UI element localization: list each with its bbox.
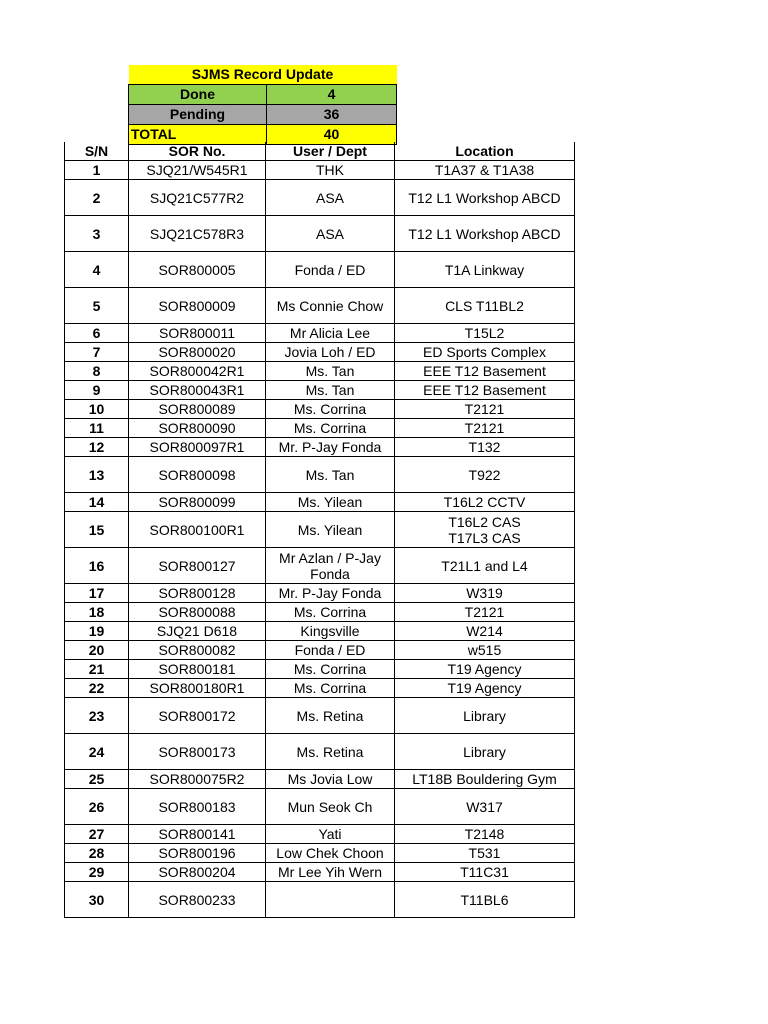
location-line: T1A Linkway <box>444 261 525 278</box>
table-row <box>65 734 575 770</box>
cell-location <box>395 381 575 400</box>
cell-sor-no: SOR800204 <box>129 863 266 882</box>
summary-pending-label: Pending <box>129 105 267 125</box>
cell-sor-no: SOR800005 <box>129 252 266 288</box>
cell-location <box>395 161 575 180</box>
cell-sor-no: SOR800088 <box>129 603 266 622</box>
table-row <box>65 419 575 438</box>
cell-sn: 1 <box>65 161 129 180</box>
cell-sor-no: SOR800082 <box>129 641 266 660</box>
cell-sor-no: SOR800172 <box>129 698 266 734</box>
location-line: T12 L1 Workshop ABCD <box>408 189 561 206</box>
cell-user-dept: Fonda / ED <box>266 252 395 288</box>
cell-sn: 3 <box>65 216 129 252</box>
cell-user-dept: Ms. Tan <box>266 362 395 381</box>
location-line: EEE T12 Basement <box>423 382 546 398</box>
cell-sn: 21 <box>65 660 129 679</box>
cell-sor-no: SOR800173 <box>129 734 266 770</box>
cell-sor-no: SOR800089 <box>129 400 266 419</box>
cell-location <box>395 493 575 512</box>
cell-location <box>395 882 575 918</box>
cell-sor-no: SOR800233 <box>129 882 266 918</box>
cell-location <box>395 216 575 252</box>
header-sn: S/N <box>65 142 129 161</box>
cell-location <box>395 584 575 603</box>
cell-sn: 2 <box>65 180 129 216</box>
cell-user-dept: THK <box>266 161 395 180</box>
cell-user-dept: Ms. Retina <box>266 734 395 770</box>
table-row <box>65 825 575 844</box>
cell-sn: 5 <box>65 288 129 324</box>
table-row <box>65 548 575 584</box>
cell-user-dept: Ms. Yilean <box>266 493 395 512</box>
cell-user-dept: Ms Connie Chow <box>266 288 395 324</box>
cell-sn: 23 <box>65 698 129 734</box>
cell-sn: 30 <box>65 882 129 918</box>
location-line: T19 Agency <box>447 680 522 696</box>
location-line: T2121 <box>464 604 505 620</box>
cell-location <box>395 825 575 844</box>
cell-sor-no: SOR800141 <box>129 825 266 844</box>
cell-location <box>395 438 575 457</box>
cell-sor-no: SOR800020 <box>129 343 266 362</box>
cell-sor-no: SOR800075R2 <box>129 770 266 789</box>
cell-location <box>395 770 575 789</box>
summary-total-label: TOTAL <box>129 125 267 145</box>
table-row <box>65 457 575 493</box>
cell-sn: 17 <box>65 584 129 603</box>
table-row <box>65 343 575 362</box>
cell-sn: 11 <box>65 419 129 438</box>
cell-sn: 18 <box>65 603 129 622</box>
cell-user-dept: ASA <box>266 216 395 252</box>
cell-user-dept: Fonda / ED <box>266 641 395 660</box>
location-line: T2148 <box>464 826 505 842</box>
cell-user-dept: ASA <box>266 180 395 216</box>
cell-user-dept: Low Chek Choon <box>266 844 395 863</box>
cell-user-dept <box>266 882 395 918</box>
table-row <box>65 400 575 419</box>
location-line: T531 <box>468 845 501 861</box>
cell-user-dept: Mr. P-Jay Fonda <box>266 584 395 603</box>
cell-sn: 19 <box>65 622 129 641</box>
cell-sn: 24 <box>65 734 129 770</box>
cell-user-dept: Mun Seok Ch <box>266 789 395 825</box>
cell-user-dept: Jovia Loh / ED <box>266 343 395 362</box>
table-row <box>65 381 575 400</box>
cell-user-dept: Ms. Retina <box>266 698 395 734</box>
table-row <box>65 789 575 825</box>
location-line: Library <box>463 707 506 724</box>
table-row <box>65 622 575 641</box>
cell-sor-no: SOR800127 <box>129 548 266 584</box>
cell-sn: 6 <box>65 324 129 343</box>
location-line: T21L1 and L4 <box>441 557 528 574</box>
cell-user-dept: Mr Alicia Lee <box>266 324 395 343</box>
cell-sn: 26 <box>65 789 129 825</box>
cell-user-dept: Yati <box>266 825 395 844</box>
table-row <box>65 770 575 789</box>
cell-location <box>395 457 575 493</box>
location-line: T11C31 <box>460 864 509 880</box>
cell-location <box>395 603 575 622</box>
table-row <box>65 512 575 548</box>
location-line: EEE T12 Basement <box>423 363 546 379</box>
cell-user-dept: Ms. Corrina <box>266 660 395 679</box>
cell-sor-no: SJQ21C578R3 <box>129 216 266 252</box>
cell-sn: 27 <box>65 825 129 844</box>
location-line: W317 <box>466 798 503 815</box>
cell-sor-no: SJQ21C577R2 <box>129 180 266 216</box>
table-row <box>65 324 575 343</box>
location-line: T15L2 <box>464 325 505 341</box>
cell-location <box>395 400 575 419</box>
cell-sn: 22 <box>65 679 129 698</box>
cell-sn: 12 <box>65 438 129 457</box>
cell-sor-no: SOR800011 <box>129 324 266 343</box>
location-line: T1A37 & T1A38 <box>434 162 535 178</box>
cell-user-dept: Ms. Yilean <box>266 512 395 548</box>
table-row <box>65 641 575 660</box>
cell-sor-no: SOR800183 <box>129 789 266 825</box>
cell-location <box>395 660 575 679</box>
location-line: T2121 <box>464 401 505 417</box>
table-row <box>65 863 575 882</box>
cell-user-dept: Ms. Corrina <box>266 603 395 622</box>
table-row <box>65 603 575 622</box>
cell-sor-no: SOR800009 <box>129 288 266 324</box>
table-row <box>65 584 575 603</box>
cell-sn: 10 <box>65 400 129 419</box>
table-row <box>65 698 575 734</box>
cell-location <box>395 734 575 770</box>
table-row <box>65 493 575 512</box>
cell-location <box>395 789 575 825</box>
cell-location <box>395 252 575 288</box>
location-line: T132 <box>468 439 501 455</box>
cell-location <box>395 180 575 216</box>
table-body <box>65 161 575 918</box>
cell-location <box>395 698 575 734</box>
summary-done-label: Done <box>129 85 267 105</box>
cell-sor-no: SOR800098 <box>129 457 266 493</box>
summary-total-value: 40 <box>267 125 397 145</box>
cell-location <box>395 362 575 381</box>
cell-location <box>395 324 575 343</box>
header-location: Location <box>395 142 575 161</box>
cell-sor-no: SOR800181 <box>129 660 266 679</box>
summary-done-value: 4 <box>267 85 397 105</box>
header-user-dept: User / Dept <box>266 142 395 161</box>
location-line: LT18B Bouldering Gym <box>412 771 557 787</box>
location-line: W214 <box>466 623 503 639</box>
cell-location <box>395 863 575 882</box>
table-row <box>65 660 575 679</box>
cell-location <box>395 548 575 584</box>
cell-sn: 8 <box>65 362 129 381</box>
location-line: T2121 <box>464 420 505 436</box>
location-line: w515 <box>467 642 502 658</box>
table-row <box>65 216 575 252</box>
cell-user-dept: Mr Lee Yih Wern <box>266 863 395 882</box>
cell-sor-no: SJQ21 D618 <box>129 622 266 641</box>
location-line: W319 <box>466 585 503 601</box>
cell-sn: 4 <box>65 252 129 288</box>
table-row <box>65 844 575 863</box>
cell-sn: 28 <box>65 844 129 863</box>
location-line: T17L3 CAS <box>448 529 521 546</box>
cell-location <box>395 641 575 660</box>
cell-user-dept: Kingsville <box>266 622 395 641</box>
location-line: T19 Agency <box>447 661 522 677</box>
cell-location <box>395 679 575 698</box>
location-line: T11BL6 <box>460 891 509 908</box>
location-line: CLS T11BL2 <box>445 297 524 314</box>
table-row <box>65 161 575 180</box>
table-row <box>65 679 575 698</box>
cell-user-dept: Ms. Tan <box>266 457 395 493</box>
table-row <box>65 882 575 918</box>
cell-sor-no: SOR800099 <box>129 493 266 512</box>
cell-user-dept: Ms. Tan <box>266 381 395 400</box>
cell-user-dept: Mr Azlan / P-Jay Fonda <box>266 548 395 584</box>
cell-sn: 15 <box>65 512 129 548</box>
table-row <box>65 362 575 381</box>
location-line: ED Sports Complex <box>423 344 546 360</box>
cell-location <box>395 419 575 438</box>
cell-user-dept: Ms. Corrina <box>266 419 395 438</box>
summary-table <box>128 65 397 145</box>
cell-sor-no: SOR800042R1 <box>129 362 266 381</box>
cell-sor-no: SOR800100R1 <box>129 512 266 548</box>
cell-location <box>395 288 575 324</box>
cell-sor-no: SOR800043R1 <box>129 381 266 400</box>
location-line: Library <box>463 743 506 760</box>
cell-sor-no: SOR800128 <box>129 584 266 603</box>
cell-location <box>395 343 575 362</box>
cell-user-dept: Ms. Corrina <box>266 400 395 419</box>
table-row <box>65 180 575 216</box>
header-sor-no: SOR No. <box>129 142 266 161</box>
location-line: T12 L1 Workshop ABCD <box>408 225 561 242</box>
cell-sor-no: SOR800196 <box>129 844 266 863</box>
cell-sor-no: SOR800090 <box>129 419 266 438</box>
table-row <box>65 288 575 324</box>
cell-user-dept: Ms. Corrina <box>266 679 395 698</box>
cell-sor-no: SJQ21/W545R1 <box>129 161 266 180</box>
cell-sn: 16 <box>65 548 129 584</box>
cell-location <box>395 844 575 863</box>
cell-sn: 9 <box>65 381 129 400</box>
cell-sn: 7 <box>65 343 129 362</box>
summary-title: SJMS Record Update <box>129 65 397 85</box>
cell-sn: 25 <box>65 770 129 789</box>
sor-table <box>64 142 575 918</box>
location-line: T16L2 CCTV <box>443 494 526 510</box>
cell-sn: 14 <box>65 493 129 512</box>
cell-location <box>395 622 575 641</box>
cell-user-dept: Mr. P-Jay Fonda <box>266 438 395 457</box>
cell-sn: 29 <box>65 863 129 882</box>
table-row <box>65 438 575 457</box>
cell-location <box>395 512 575 548</box>
cell-sor-no: SOR800097R1 <box>129 438 266 457</box>
cell-sn: 20 <box>65 641 129 660</box>
table-row <box>65 252 575 288</box>
cell-sor-no: SOR800180R1 <box>129 679 266 698</box>
cell-user-dept: Ms Jovia Low <box>266 770 395 789</box>
location-line: T16L2 CAS <box>448 513 521 530</box>
summary-pending-value: 36 <box>267 105 397 125</box>
table-header-row <box>65 142 575 161</box>
cell-sn: 13 <box>65 457 129 493</box>
location-line: T922 <box>468 466 501 483</box>
